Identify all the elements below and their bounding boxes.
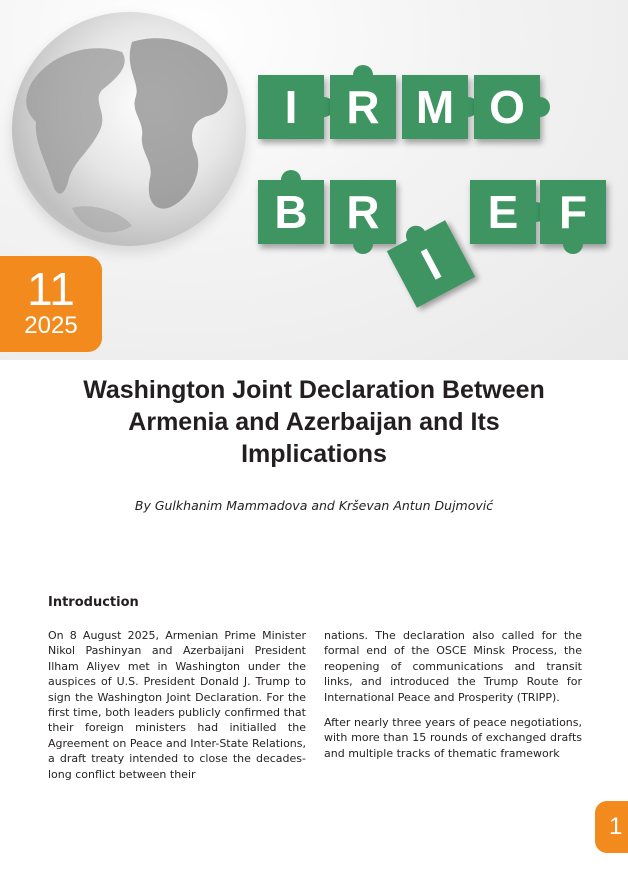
title-line: Armenia and Azerbaijan and Its <box>128 408 500 436</box>
logo-tile-i: I <box>258 75 324 139</box>
title-line: Implications <box>241 440 387 468</box>
logo-tile-f: F <box>540 180 606 244</box>
globe-image <box>12 12 246 246</box>
logo-tile-b: B <box>258 180 324 244</box>
logo-tile-m: M <box>402 75 468 139</box>
logo-tile-r: R <box>330 75 396 139</box>
globe-continents <box>12 12 246 246</box>
paragraph: After nearly three years of peace negotiations, with more than 15 rounds of exchanged drafts and multiple tracks of thematic framework <box>324 716 582 760</box>
issue-year: 2025 <box>24 312 78 339</box>
issue-badge <box>0 256 102 352</box>
logo-tile-i2: I <box>387 220 475 307</box>
section-heading: Introduction <box>48 595 139 610</box>
issue-number: 11 <box>27 263 75 315</box>
title-line: Washington Joint Declaration Between <box>83 376 545 404</box>
paragraph: On 8 August 2025, Armenian Prime Minister Nikol Pashinyan and Azerbaijani President Ilham Aliyev met in Washington under the auspices of U.S. President Donald J. Trump to sign the Washington Joint Declaration. For the first time, both leaders publicly confirmed that their foreign ministers had initialled the Agreement on Peace and Inter-State Relations, a draft treaty intended to close the decades-long conflict between their <box>48 629 306 781</box>
byline: By Gulkhanim Mammadova and Krševan Antun Dujmović <box>134 498 494 513</box>
logo-tile-e: E <box>470 180 536 244</box>
body-column-right <box>324 628 582 771</box>
logo-tile-o: O <box>474 75 540 139</box>
paragraph: nations. The declaration also called for the formal end of the OSCE Minsk Process, the reopening of communications and transit links, and introduced the Trump Route for International Peace and Prosperity (TRIPP). <box>324 629 582 704</box>
body-column-left <box>48 628 306 792</box>
article-title <box>40 374 588 470</box>
logo-tile-r2: R <box>330 180 396 244</box>
page-number: 1 <box>595 801 628 853</box>
